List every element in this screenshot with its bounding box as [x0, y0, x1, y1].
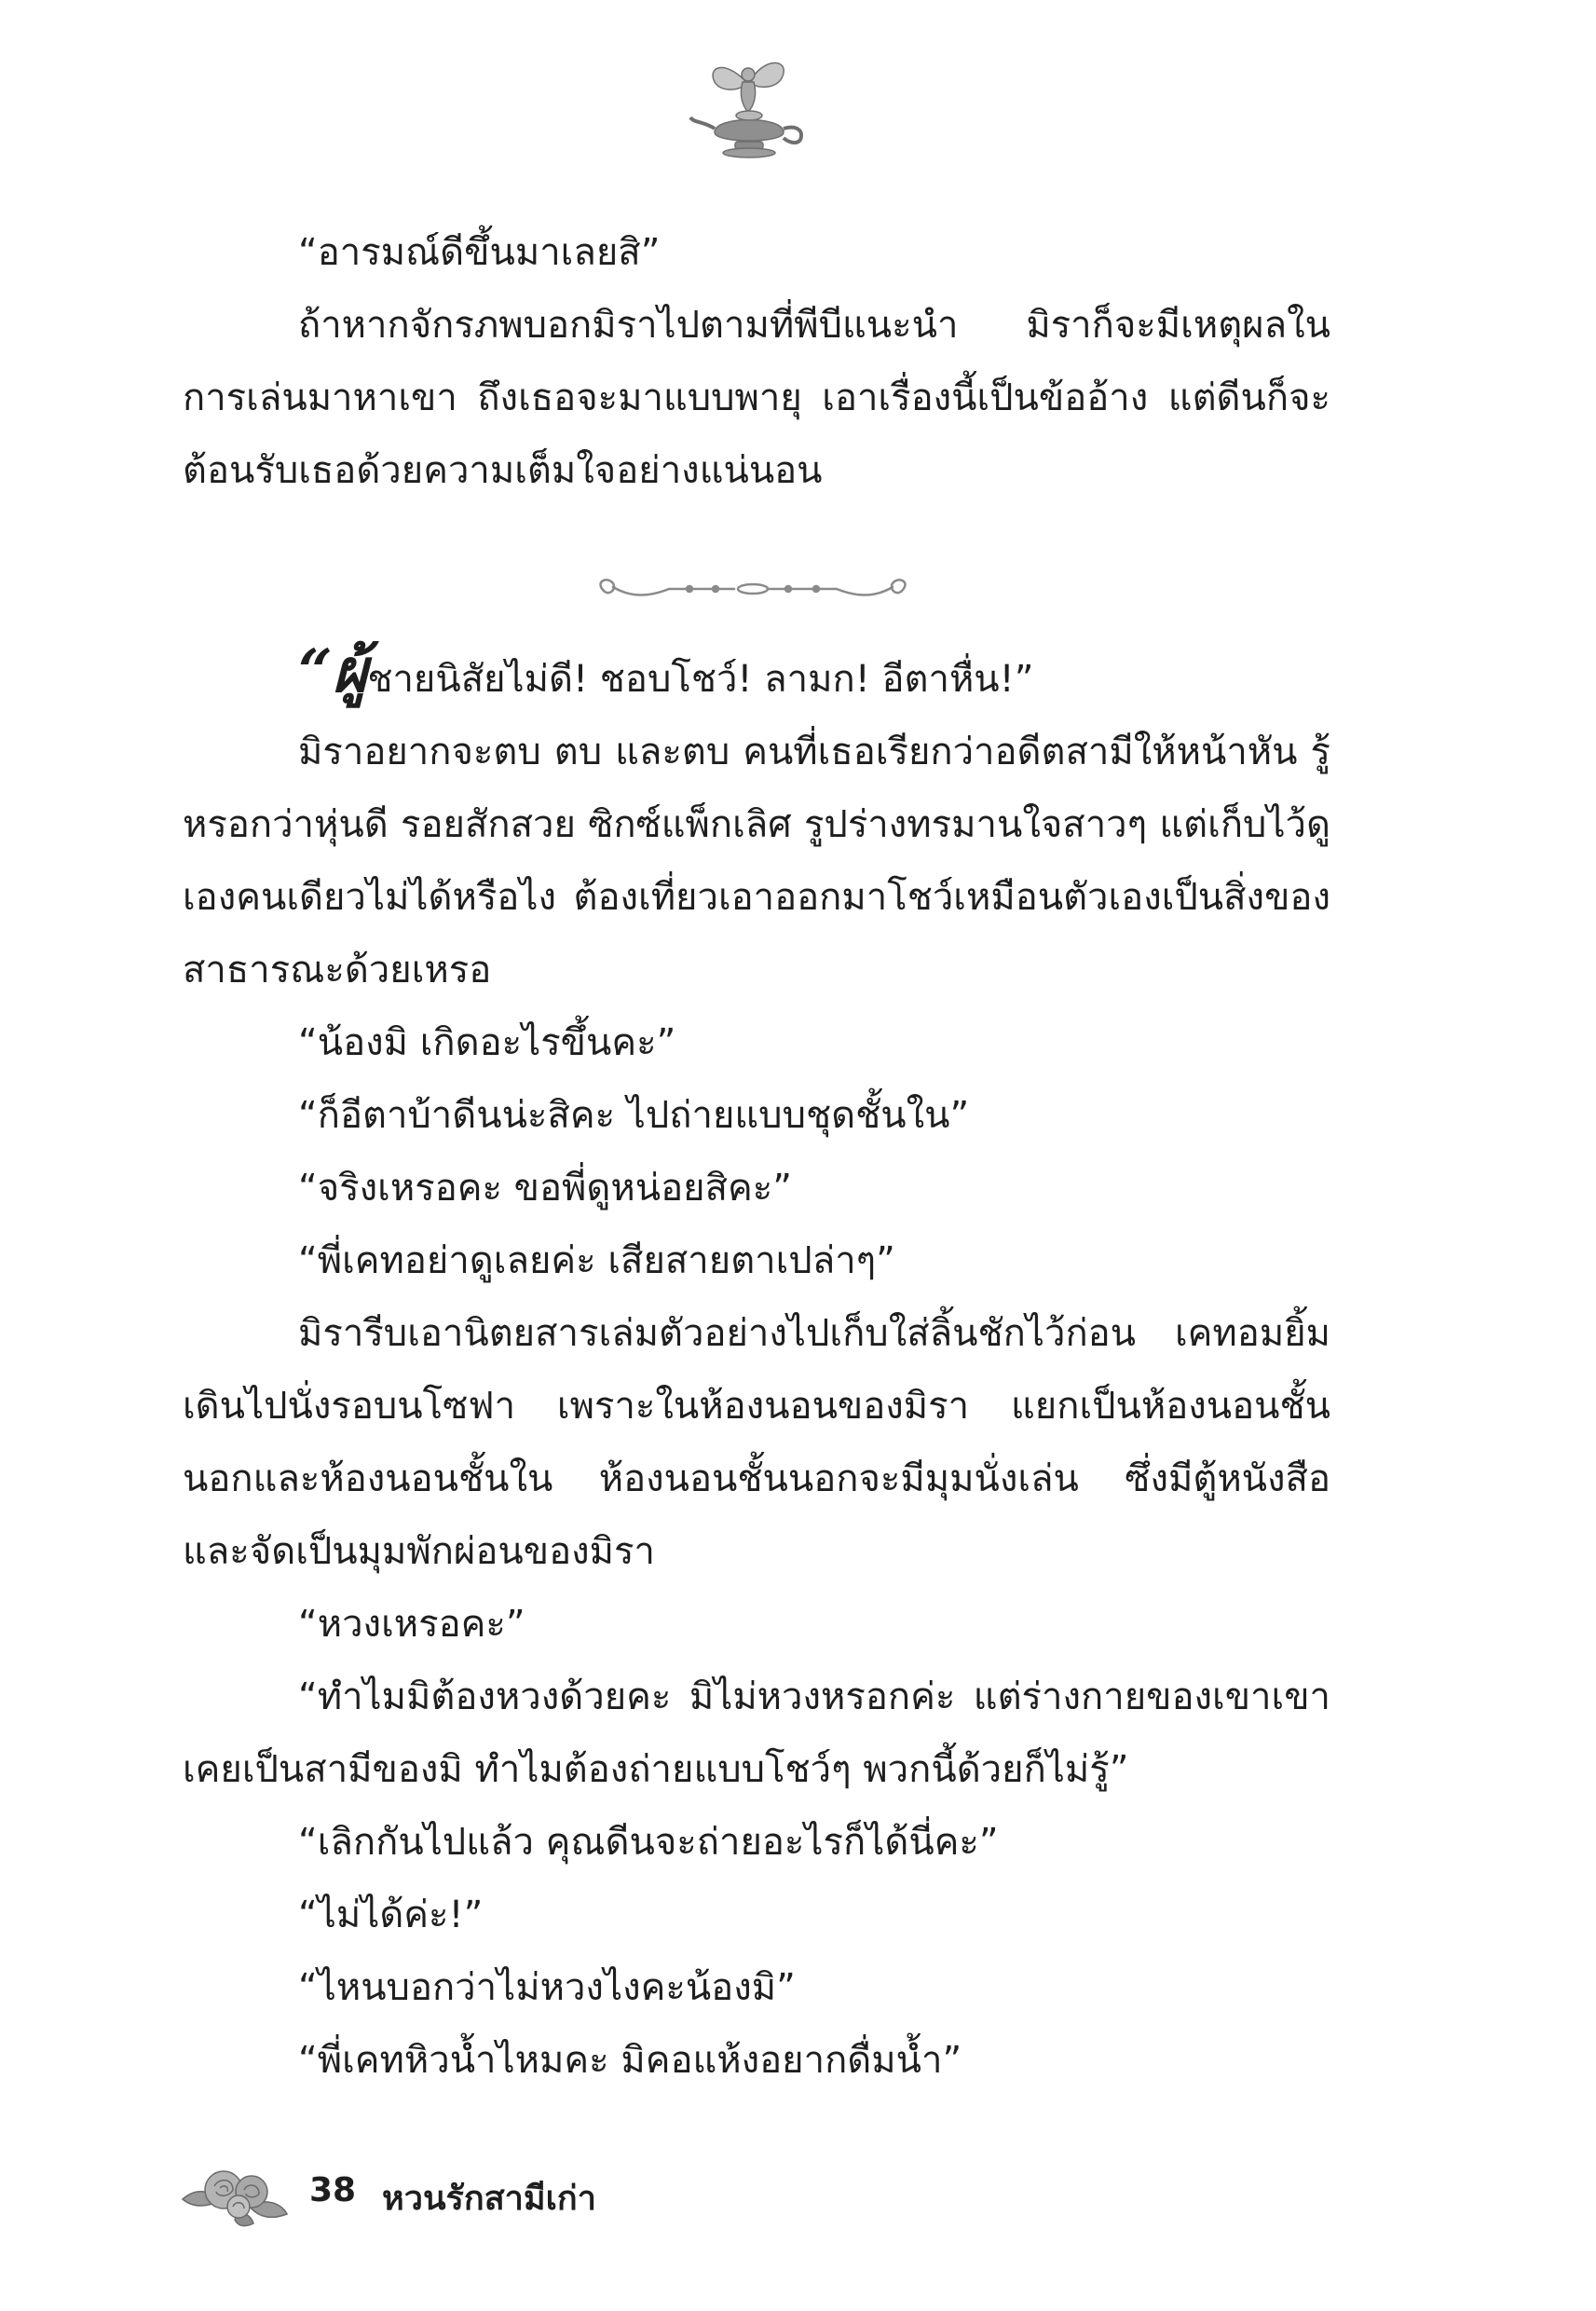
page-number: 38 [309, 2171, 357, 2209]
text-section-two [183, 636, 1330, 2097]
dialogue-line: “ไม่ได้ค่ะ!” [298, 1894, 484, 1936]
dialogue-line: “น้องมิ เกิดอะไรขึ้นคะ” [298, 1021, 676, 1064]
narrative-paragraph: ถ้าหากจักรภพบอกมิราไปตามที่พีบีแนะนำ มิราก็จะมีเหตุผลในการเล่นมาหาเขา ถึงเธอจะมาแบบพายุ เอาเรื่องนี้เป็นข้ออ้าง แต่ดีนก็จะต้อนรับเธอด้วยความเต็มใจอย่างแน่นอน [183, 304, 1330, 492]
text-section-one [183, 216, 1330, 507]
opening-dialogue-line [183, 636, 1330, 716]
dialogue-line: “พี่เคทอย่าดูเลยค่ะ เสียสายตาเปล่าๆ” [298, 1239, 895, 1282]
opening-line-text: ชายนิสัยไม่ดี! ชอบโชว์! ลามก! อีตาหื่น!” [367, 658, 1034, 701]
narrative-paragraph: มิราอยากจะตบ ตบ และตบ คนที่เธอเรียกว่าอดีตสามีให้หน้าหัน รู้หรอกว่าหุ่นดี รอยสักสวย ซิกซ์แพ็กเลิศ รูปร่างทรมานใจสาวๆ แต่เก็บไว้ดูเองคนเดียวไม่ได้หรือไง ต้องเที่ยวเอาออกมาโชว์เหมือนตัวเองเป็นสิ่งของสาธารณะด้วยเหรอ [183, 731, 1330, 991]
rose-icon [179, 2158, 291, 2229]
dialogue-line: “ไหนบอกว่าไม่หวงไงคะน้องมิ” [298, 1966, 796, 2009]
dropcap: “ผู้ [298, 636, 368, 706]
dialogue-line: “จริงเหรอคะ ขอพี่ดูหน่อยสิคะ” [298, 1167, 792, 1210]
page-footer [179, 2158, 924, 2233]
dialogue-line: “เลิกกันไปแล้ว คุณดีนจะถ่ายอะไรก็ได้นี่คะ” [298, 1821, 999, 1864]
dialogue-line: “อารมณ์ดีขึ้นมาเลยสิ” [298, 231, 661, 274]
narrative-paragraph: มิรารีบเอานิตยสารเล่มตัวอย่างไปเก็บใส่ลิ้นชักไว้ก่อน เคทอมยิ้มเดินไปนั่งรอบนโซฟา เพราะในห้องนอนของมิรา แยกเป็นห้องนอนชั้นนอกและห้องนอนชั้นใน ห้องนอนชั้นนอกจะมีมุมนั่งเล่น ซึ่งมีตู้หนังสือ และจัดเป็นมุมพักผ่อนของมิรา [183, 1312, 1330, 1573]
dialogue-line: “ก็อีตาบ้าดีนน่ะสิคะ ไปถ่ายแบบชุดชั้นใน” [298, 1094, 970, 1137]
dialogue-line: “พี่เคทหิวน้ำไหมคะ มิคอแห้งอยากดื่มน้ำ” [298, 2039, 962, 2082]
book-title: หวนรักสามีเก่า [382, 2180, 596, 2218]
dialogue-line: “ทำไมมิต้องหวงด้วยคะ มิไม่หวงหรอกค่ะ แต่ร่างกายของเขาเขาเคยเป็นสามีของมิ ทำไมต้องถ่ายแบบโชว์ๆ พวกนี้ด้วยก็ไม่รู้” [183, 1675, 1330, 1791]
dialogue-line: “หวงเหรอคะ” [298, 1603, 525, 1646]
fairy-teapot-icon [687, 54, 817, 166]
scroll-divider-icon [585, 570, 921, 608]
